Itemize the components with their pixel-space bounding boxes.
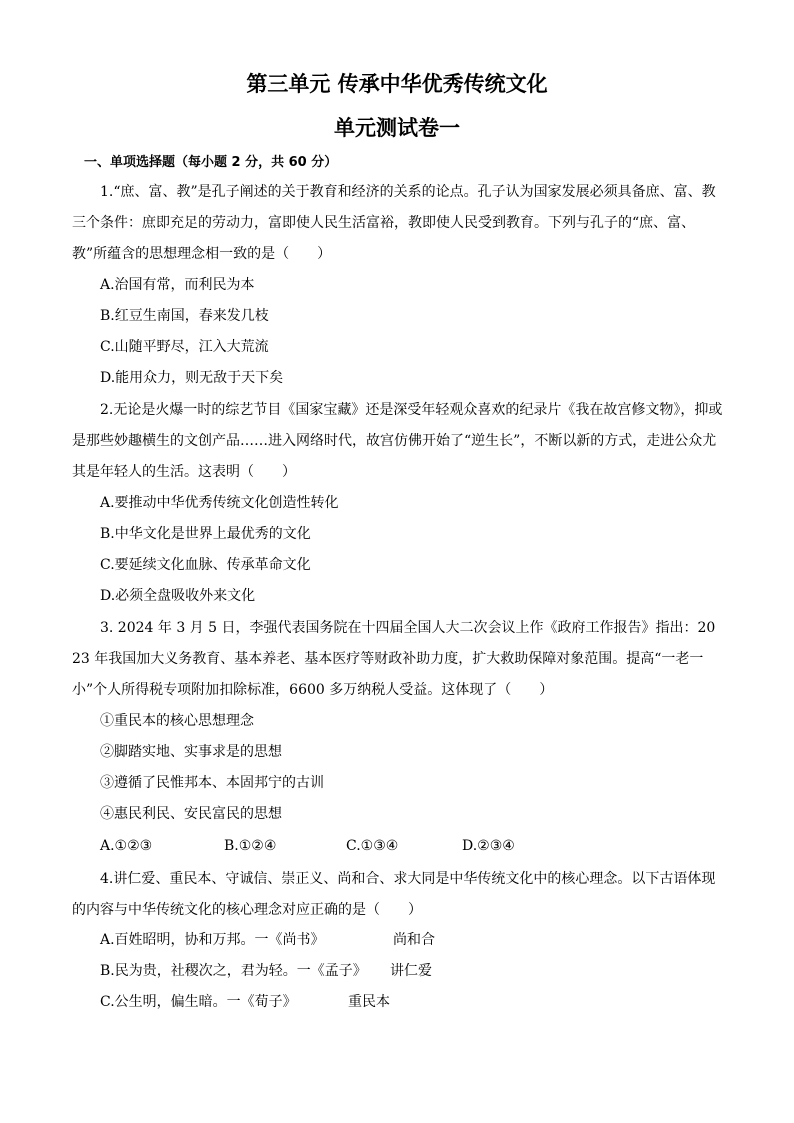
section-heading: 一、单项选择题（每小题 2 分，共 60 分） <box>84 155 338 170</box>
q3-option-a: A.①②③ <box>100 838 153 854</box>
q4-option-b-quote: B.民为贵，社稷次之，君为轻。一《孟子》 <box>100 963 367 979</box>
q3-item-4: ④惠民利民、安民富民的思想 <box>100 806 282 822</box>
q3-option-c: C.①③④ <box>346 838 399 854</box>
q1-option-a: A.治国有常，而利民为本 <box>100 277 255 293</box>
q4-option-c-concept: 重民本 <box>348 994 390 1010</box>
q3-item-2: ②脚踏实地、实事求是的思想 <box>100 744 282 760</box>
q4-option-b-concept: 讲仁爱 <box>390 963 432 979</box>
question-3-stem: 3. 2024 年 3 月 5 日，李强代表国务院在十四届全国人大二次会议上作《政府工作报告》指出：2023 年我国加大义务教育、基本养老、基本医疗等财政补助力度，扩大救助保障对象范围。提高“一老一小”个人所得税专项附加扣除标准，6600 多万纳税人受益。这体现了（ ） <box>72 620 716 698</box>
test-title: 单元测试卷一 <box>334 116 460 140</box>
question-2-stem: 2.无论是火爆一时的综艺节目《国家宝藏》还是深受年轻观众喜欢的纪录片《我在故宫修文物》，抑或是那些妙趣横生的文创产品……进入网络时代，故宫仿佛开始了“逆生长”，不断以新的方式，走进公众尤其是年轻人的生活。这表明（ ） <box>72 402 723 480</box>
q1-option-d: D.能用众力，则无敌于天下矣 <box>100 370 284 386</box>
q2-option-a: A.要推动中华优秀传统文化创造性转化 <box>100 495 339 511</box>
unit-title: 第三单元 传承中华优秀传统文化 <box>246 72 548 96</box>
q4-option-c-quote: C.公生明，偏生暗。一《荀子》 <box>100 994 297 1010</box>
q2-option-b: B.中华文化是世界上最优秀的文化 <box>100 526 311 542</box>
question-1-stem: 1.“庶、富、教”是孔子阐述的关于教育和经济的关系的论点。孔子认为国家发展必须具备庶、富、教三个条件：庶即充足的劳动力，富即使人民生活富裕，教即使人民受到教育。下列与孔子的“庶、富、教”所蕴含的思想理念相一致的是（ ） <box>72 184 716 262</box>
q1-option-c: C.山随平野尽，江入大荒流 <box>100 339 269 355</box>
q4-option-a-concept: 尚和合 <box>393 932 435 948</box>
q2-option-c: C.要延续文化血脉、传承革命文化 <box>100 557 311 573</box>
question-4-stem: 4.讲仁爱、重民本、守诚信、崇正义、尚和合、求大同是中华传统文化中的核心理念。以下古语体现的内容与中华传统文化的核心理念对应正确的是（ ） <box>72 871 716 918</box>
q1-option-b: B.红豆生南国，春来发几枝 <box>100 308 269 324</box>
q2-option-d: D.必须全盘吸收外来文化 <box>100 588 256 604</box>
q3-item-1: ①重民本的核心思想理念 <box>100 713 254 729</box>
q3-option-b: B.①②④ <box>224 838 277 854</box>
q4-option-a-quote: A.百姓昭明，协和万邦。一《尚书》 <box>100 932 325 948</box>
q3-item-3: ③遵循了民惟邦本、本固邦宁的古训 <box>100 775 324 791</box>
q3-option-d: D.②③④ <box>462 838 515 854</box>
